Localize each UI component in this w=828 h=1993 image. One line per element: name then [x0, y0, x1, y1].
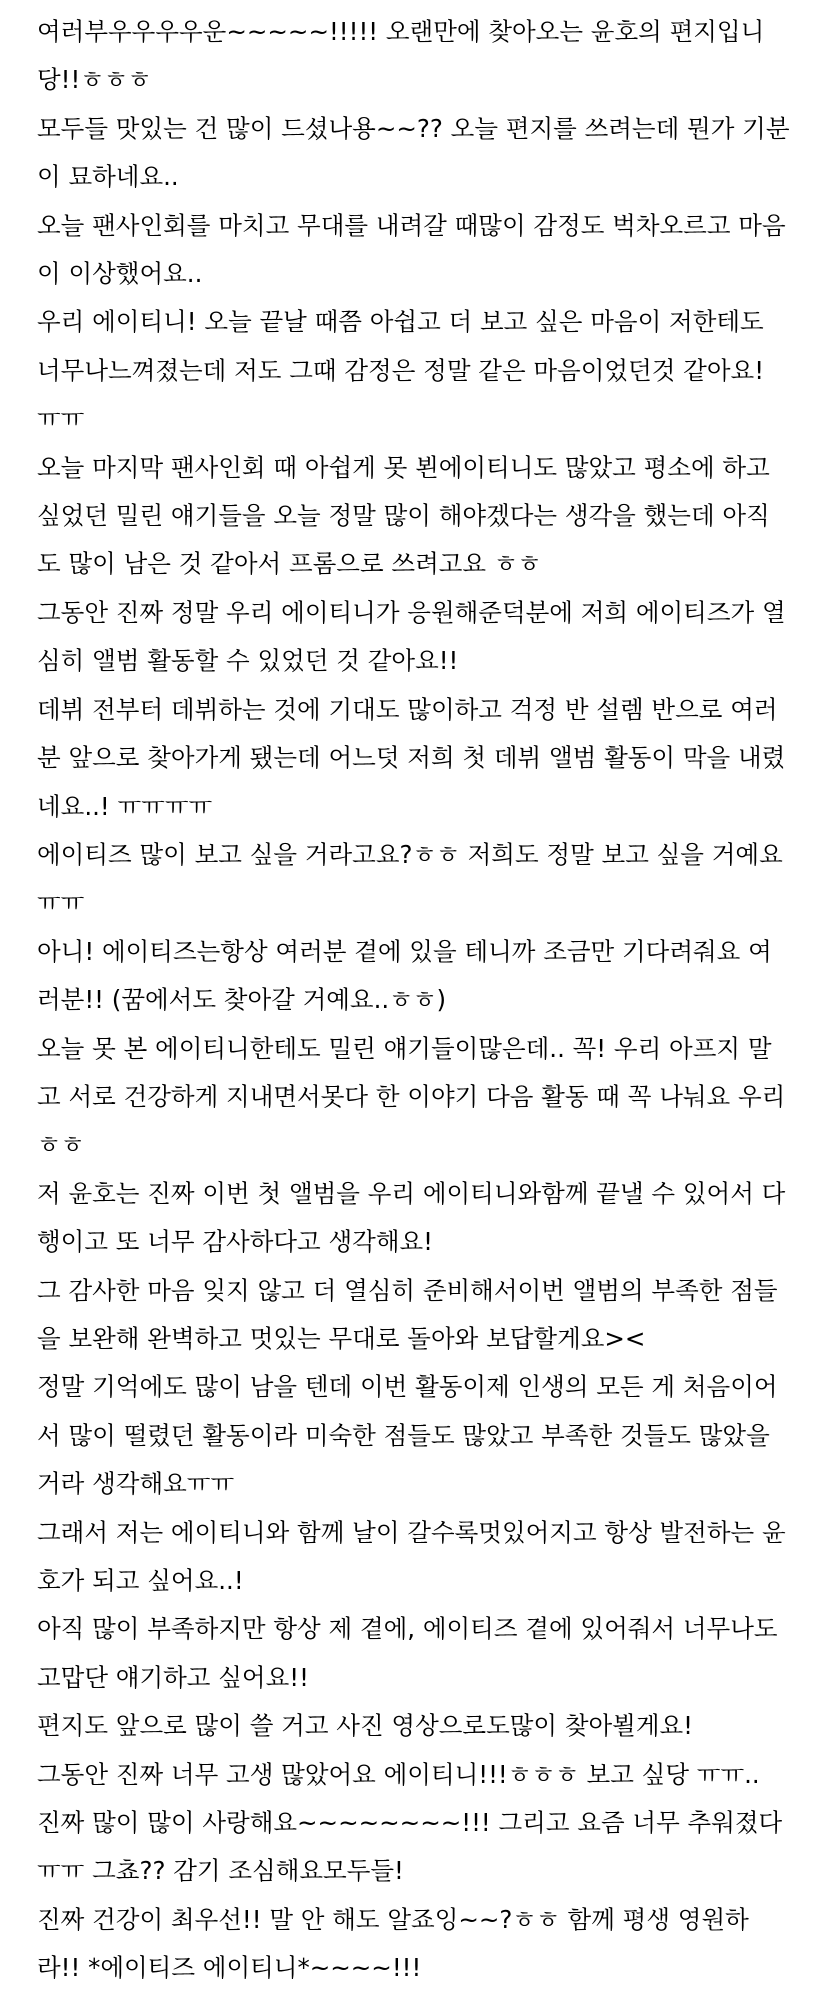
letter-paragraph: 오늘 마지막 팬사인회 때 아쉽게 못 뵌에이티니도 많았고 평소에 하고 싶었던 밀린 얘기들을 오늘 정말 많이 해야겠다는 생각을 했는데 아직도 많이 남은 것 같아서 프롬으로 쓰려고요 ㅎㅎ [37, 452, 770, 579]
letter-paragraph: 그래서 저는 에이티니와 함께 날이 갈수록멋있어지고 항상 발전하는 윤호가 되고 싶어요..! [37, 1517, 786, 1595]
letter-paragraph: 모두들 맛있는 건 많이 드셨나용~~?? 오늘 편지를 쓰려는데 뭔가 기분이 묘하네요.. [37, 113, 790, 192]
letter-paragraph: 그동안 진짜 너무 고생 많았어요 에이티니!!!ㅎㅎㅎ 보고 싶당 ㅠㅠ.. [37, 1759, 760, 1789]
letter-paragraph: 저 윤호는 진짜 이번 첫 앨범을 우리 에이티니와함께 끝낼 수 있어서 다행이고 또 너무 감사하다고 생각해요! [37, 1178, 786, 1257]
letter-paragraph: 여러부우우우우운~~~~~!!!!! 오랜만에 찾아오는 윤호의 편지입니당!!ㅎㅎㅎ [37, 17, 765, 95]
letter-paragraph: 그동안 진짜 정말 우리 에이티니가 응원해준덕분에 저희 에이티즈가 열심히 앨범 활동할 수 있었던 것 같아요!! [37, 597, 786, 676]
letter-paragraph: 우리 에이티니! 오늘 끝날 때쯤 아쉽고 더 보고 싶은 마음이 저한테도 너무나느껴졌는데 저도 그때 감정은 정말 같은 마음이었던것 같아요! ㅠㅠ [37, 307, 765, 434]
letter-paragraph: 진짜 건강이 최우선!! 말 안 해도 알죠잉~~?ㅎㅎ 함께 평생 영원하라!! *에이티즈 에이티니*~~~~!!! [37, 1904, 749, 1983]
letter-paragraph: 아니! 에이티즈는항상 여러분 곁에 있을 테니까 조금만 기다려줘요 여러분!! (꿈에서도 찾아갈 거예요..ㅎㅎ) [37, 936, 772, 1015]
letter-paragraph: 데뷔 전부터 데뷔하는 것에 기대도 많이하고 걱정 반 설렘 반으로 여러분 앞으로 찾아가게 됐는데 어느덧 저희 첫 데뷔 앨범 활동이 막을 내렸네요..! ㅠㅠㅠㅠ [37, 694, 786, 821]
letter-paragraph: 오늘 팬사인회를 마치고 무대를 내려갈 때많이 감정도 벅차오르고 마음이 이상했어요.. [37, 210, 786, 289]
letter-paragraph: 아직 많이 부족하지만 항상 제 곁에, 에이티즈 곁에 있어줘서 너무나도 고맙단 얘기하고 싶어요!! [37, 1614, 778, 1692]
letter-paragraph: 진짜 많이 많이 사랑해요~~~~~~~~!!! 그리고 요즘 너무 추워졌다ㅠㅠ 그쵸?? 감기 조심해요모두들! [37, 1808, 783, 1886]
letter-paragraph: 정말 기억에도 많이 남을 텐데 이번 활동이제 인생의 모든 게 처음이어서 많이 떨렸던 활동이라 미숙한 점들도 많았고 부족한 것들도 많았을 거라 생각해요ㅠㅠ [37, 1372, 778, 1499]
letter-paragraph: 편지도 앞으로 많이 쓸 거고 사진 영상으로도많이 찾아뵐게요! [37, 1711, 694, 1741]
letter-body [37, 8, 792, 1993]
letter-paragraph: 그 감사한 마음 잊지 않고 더 열심히 준비해서이번 앨범의 부족한 점들을 보완해 완벽하고 멋있는 무대로 돌아와 보답할게요>< [37, 1275, 778, 1353]
letter-paragraph: 오늘 못 본 에이티니한테도 밀린 얘기들이많은데.. 꼭! 우리 아프지 말고 서로 건강하게 지내면서못다 한 이야기 다음 활동 때 꼭 나눠요 우리 ㅎㅎ [37, 1033, 786, 1160]
letter-paragraph: 에이티즈 많이 보고 싶을 거라고요?ㅎㅎ 저희도 정말 보고 싶을 거예요 ㅠㅠ [37, 839, 783, 918]
